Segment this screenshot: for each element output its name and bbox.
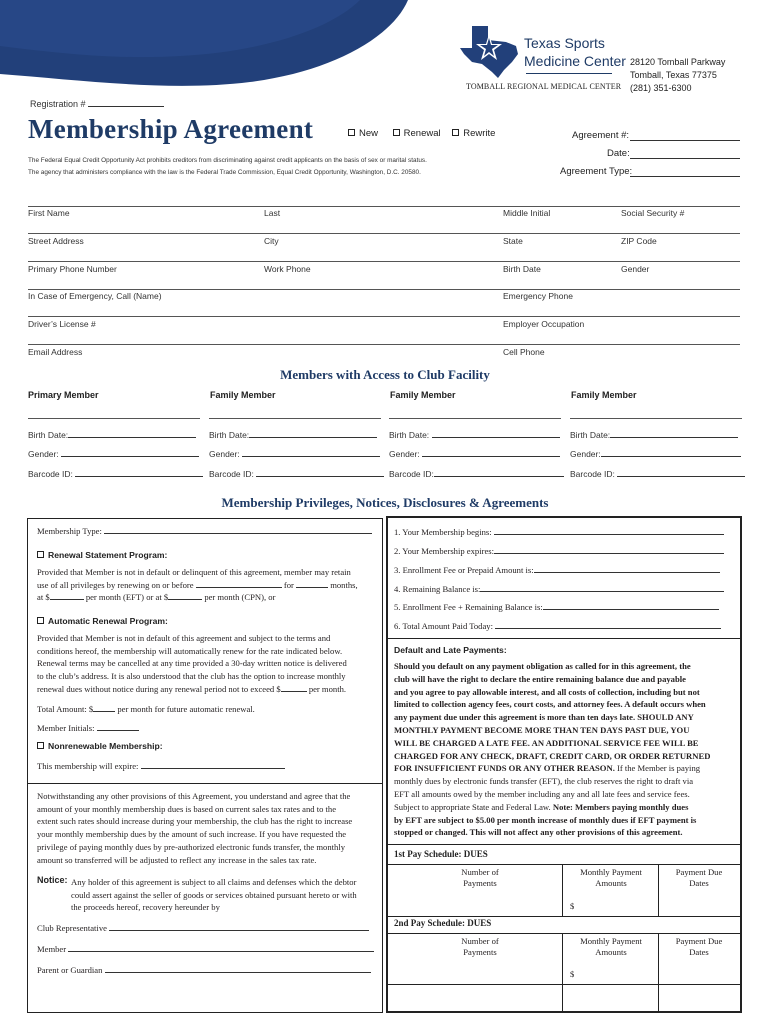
club-rep-signature[interactable] <box>37 922 369 935</box>
item-label: 6. Total Amount Paid Today: <box>394 621 493 631</box>
item-blank[interactable] <box>494 553 724 554</box>
parent-blank[interactable] <box>105 972 371 973</box>
nonrenewable-title: Nonrenewable Membership: <box>48 741 163 751</box>
date-field[interactable] <box>556 145 742 163</box>
gender-label: Gender: <box>28 449 59 459</box>
parent-signature[interactable] <box>37 964 371 977</box>
text-span: per month (CPN), or <box>204 592 276 603</box>
privileges-section-title: Membership Privileges, Notices, Disclosures & Agreements <box>221 495 549 510</box>
text-line: Payment Due <box>675 936 723 946</box>
field-rule <box>28 261 740 262</box>
zip-label: ZIP Code <box>621 236 657 246</box>
member-birth-date[interactable] <box>28 430 200 440</box>
blank[interactable] <box>256 476 384 477</box>
text-line: privilege of paying monthly dues by pre-authorized electronic funds transfer, the monthly <box>37 841 345 852</box>
barcode-label: Barcode ID: <box>389 469 434 479</box>
item-blank[interactable] <box>494 534 724 535</box>
employer-label: Employer Occupation <box>503 319 585 329</box>
drivers-license-label: Driver’s License # <box>28 319 96 329</box>
member-initials-field[interactable] <box>37 722 139 735</box>
blank[interactable] <box>68 437 196 438</box>
sched1-col-due <box>660 867 738 889</box>
agreement-number-blank[interactable] <box>630 131 740 141</box>
membership-begins-field[interactable] <box>394 526 724 539</box>
text-span: renewal dues without notice during any renewal period not to exceed $ <box>37 683 281 694</box>
text-line: MONTHLY PAYMENT BECOME MORE THAN TEN DAYS PAST DUE, YOU <box>394 724 690 735</box>
text-line: Monthly Payment <box>580 936 642 946</box>
text-line: stopped or changed. This will not affect any other provisions of this agreement. <box>394 827 683 838</box>
item-blank[interactable] <box>480 591 724 592</box>
field-rule <box>28 233 740 234</box>
gender-label: Gender: <box>570 449 601 459</box>
auto-renewal-text <box>37 632 377 696</box>
text-span: Total Amount: $ <box>37 704 94 714</box>
text-line: amount so transferred will be adjusted to reflect any increase in the sales tax rate. <box>37 854 317 865</box>
text-line: club will have the right to declare the entire remaining balance due and payable <box>394 673 686 684</box>
registration-blank[interactable] <box>88 106 164 107</box>
org-phone: (281) 351-6300 <box>630 83 692 93</box>
option-renewal[interactable] <box>393 128 441 139</box>
col-family-member-1: Family Member <box>210 390 276 400</box>
member-name-line[interactable] <box>209 418 381 419</box>
org-name-line-1: Texas Sports <box>524 35 605 51</box>
blank[interactable] <box>432 437 560 438</box>
renewal-months-blank[interactable] <box>296 587 328 588</box>
registration-label: Registration # <box>30 99 86 109</box>
cpn-amount-blank[interactable] <box>168 599 202 600</box>
text-line: Payments <box>463 878 497 888</box>
address-line-1: 28120 Tomball Parkway <box>630 57 726 67</box>
member-barcode[interactable] <box>28 469 203 479</box>
text-span: for <box>283 579 294 590</box>
emergency-phone-label: Emergency Phone <box>503 291 573 301</box>
text-line: and you agree to pay allowable interest, and all costs of collection, including but not <box>394 686 700 697</box>
blank[interactable] <box>617 476 745 477</box>
blank[interactable] <box>434 476 564 477</box>
text-line: Payment Due <box>675 867 723 877</box>
member-gender[interactable] <box>209 449 380 459</box>
logo-divider <box>526 73 612 74</box>
blank[interactable] <box>610 437 738 438</box>
city-label: City <box>264 236 279 246</box>
text-line: extent such rates should increase during your membership, the club has the right to increase <box>37 816 353 827</box>
text-line: Number of <box>461 936 499 946</box>
date-blank[interactable] <box>630 149 740 159</box>
notice-text <box>71 876 381 914</box>
left-box-divider <box>27 783 383 784</box>
option-rewrite[interactable] <box>452 128 495 139</box>
auto-renewal-checkbox[interactable] <box>37 617 44 624</box>
text-line: conditions hereof, the membership will automatically renew for the rate indicated below. <box>37 645 343 656</box>
work-phone-label: Work Phone <box>264 264 311 274</box>
birth-date-label: Birth Date: <box>389 430 430 440</box>
renewal-label: Renewal <box>403 128 441 139</box>
agreement-options <box>348 128 495 139</box>
new-label: New <box>359 128 379 139</box>
enrollment-fee-field[interactable] <box>394 564 720 577</box>
member-signature[interactable] <box>37 943 374 956</box>
birth-date-label: Birth Date: <box>570 430 611 440</box>
right-divider <box>388 638 740 639</box>
text-span: If the Member is paying <box>614 763 701 774</box>
parent-label: Parent or Guardian <box>37 965 103 975</box>
ssn-label: Social Security # <box>621 208 685 218</box>
text-line: Number of <box>461 867 499 877</box>
item-blank[interactable] <box>543 609 719 610</box>
member-birth-date[interactable] <box>209 430 381 440</box>
col-family-member-2: Family Member <box>390 390 456 400</box>
text-line: Payments <box>463 947 497 957</box>
text-span: per month. <box>308 683 347 694</box>
field-rule <box>28 289 740 290</box>
member-name-line[interactable] <box>28 418 200 419</box>
default-title: Default and Late Payments: <box>394 645 507 655</box>
barcode-label: Barcode ID: <box>28 469 73 479</box>
pay-schedule-2-title: 2nd Pay Schedule: DUES <box>394 918 492 928</box>
blank[interactable] <box>422 456 560 457</box>
email-label: Email Address <box>28 347 83 357</box>
text-span: use of all privileges by renewing on or before <box>37 579 194 590</box>
membership-expires-field[interactable] <box>394 545 724 558</box>
text-line: Dates <box>689 878 709 888</box>
schedule-col-divider <box>562 933 563 1013</box>
org-address <box>630 56 725 95</box>
org-name-line-2: Medicine Center <box>524 53 626 69</box>
text-line: limited to collection agency fees, court costs, and attorney fees. A default occurs when <box>394 699 706 710</box>
field-rule <box>28 344 740 345</box>
sched2-col-number <box>440 936 520 958</box>
text-line: Provided that Member is not in default of this agreement and subject to the terms and <box>37 633 331 643</box>
total-amount-field[interactable] <box>37 703 255 716</box>
text-line: any payment due under this agreement is more than ten days late. SHOULD ANY <box>394 712 694 723</box>
org-name <box>524 34 626 70</box>
member-gender[interactable] <box>28 449 199 459</box>
member-gender[interactable] <box>570 449 741 459</box>
street-label: Street Address <box>28 236 84 246</box>
schedule-rule <box>388 916 740 917</box>
disclaimer-line-2: The agency that administers compliance with the law is the Federal Trade Commission, Equal Credit Opportunity, Washington, D.C. 20580. <box>28 169 421 176</box>
text-line: monthly dues by electronic funds transfer (EFT), the club reserves the right to draft via <box>394 776 694 787</box>
member-barcode[interactable] <box>209 469 384 479</box>
text-span: at $ <box>37 592 50 603</box>
agreement-type-label: Agreement Type: <box>560 166 633 177</box>
member-initials-blank[interactable] <box>97 730 139 731</box>
new-checkbox[interactable] <box>348 129 355 136</box>
blank[interactable] <box>75 476 203 477</box>
schedule-col-divider <box>658 933 659 1013</box>
text-span: months, <box>330 579 358 590</box>
text-line: Amounts <box>595 878 627 888</box>
page-title: Membership Agreement <box>28 114 314 144</box>
renewal-date-blank[interactable] <box>196 587 282 588</box>
text-span: Subject to appropriate State and Federal Law. <box>394 801 553 812</box>
member-name-line[interactable] <box>570 418 742 419</box>
item-label: 3. Enrollment Fee or Prepaid Amount is: <box>394 565 534 575</box>
nonrenewable-membership[interactable] <box>37 741 163 751</box>
state-label: State <box>503 236 523 246</box>
blank[interactable] <box>242 456 380 457</box>
first-name-label: First Name <box>28 208 70 218</box>
agreement-number-field[interactable] <box>556 127 742 145</box>
text-line: the proceeds hereof, recovery hereunder by <box>71 902 220 913</box>
disclaimer-line-1: The Federal Equal Credit Opportunity Act prohibits creditors from discriminating against credit applicants on the basis of sex or marital status. <box>28 157 427 164</box>
text-line: could assert against the seller of goods or services obtained pursuant hereto or with <box>71 889 357 900</box>
total-amount-blank[interactable] <box>93 711 115 712</box>
membership-type-field[interactable] <box>37 525 372 538</box>
renewal-program-text <box>37 566 377 604</box>
registration-field[interactable] <box>30 99 164 109</box>
membership-type-blank[interactable] <box>104 533 372 534</box>
schedule-rule <box>388 984 740 985</box>
col-family-member-3: Family Member <box>571 390 637 400</box>
sched2-dollar[interactable]: $ <box>570 969 575 979</box>
agreement-type-field[interactable] <box>556 163 742 181</box>
member-birth-date[interactable] <box>389 430 561 440</box>
option-new[interactable] <box>348 128 378 139</box>
rewrite-checkbox[interactable] <box>452 129 459 136</box>
nonrenewable-checkbox[interactable] <box>37 742 44 749</box>
text-span: FOR INSUFFICIENT FUNDS OR ANY OTHER REASON. <box>394 763 615 774</box>
texas-star-logo-icon <box>458 24 522 80</box>
renewal-program[interactable] <box>37 550 167 560</box>
text-line: by EFT are subject to $5.00 per month increase of monthly dues if EFT payment is <box>394 814 697 825</box>
middle-initial-label: Middle Initial <box>503 208 551 218</box>
right-divider <box>388 844 740 845</box>
gender-label: Gender <box>621 264 650 274</box>
sched1-col-amount <box>565 867 657 889</box>
member-birth-date[interactable] <box>570 430 742 440</box>
member-label: Member <box>37 944 67 954</box>
fee-plus-balance-field[interactable] <box>394 601 719 614</box>
item-label: 2. Your Membership expires: <box>394 546 495 556</box>
credit-disclaimer <box>28 155 427 179</box>
text-span: per month (EFT) or at $ <box>85 592 169 603</box>
member-name-line[interactable] <box>389 418 561 419</box>
item-label: 5. Enrollment Fee + Remaining Balance is: <box>394 602 543 612</box>
text-line: Any holder of this agreement is subject to all claims and defenses which the debtor <box>71 877 357 887</box>
agreement-number-label: Agreement #: <box>572 130 630 141</box>
sales-tax-text <box>37 790 379 866</box>
item-blank[interactable] <box>495 628 721 629</box>
blank[interactable] <box>61 456 199 457</box>
birth-date-label: Birth Date: <box>28 430 69 440</box>
pay-schedule-1-title: 1st Pay Schedule: DUES <box>394 849 488 859</box>
renewal-program-checkbox[interactable] <box>37 551 44 558</box>
item-label: 1. Your Membership begins: <box>394 527 492 537</box>
cell-phone-label: Cell Phone <box>503 347 545 357</box>
schedule-col-divider <box>562 864 563 916</box>
sched1-dollar[interactable]: $ <box>570 901 575 911</box>
agreement-type-blank[interactable] <box>630 167 740 177</box>
field-rule <box>28 316 740 317</box>
text-line: Monthly Payment <box>580 867 642 877</box>
schedule-rule <box>388 864 740 865</box>
membership-type-label: Membership Type: <box>37 526 102 536</box>
item-label: 4. Remaining Balance is: <box>394 584 481 594</box>
birth-date-label: Birth Date: <box>209 430 250 440</box>
text-line: your monthly membership dues by the amount of such increase. If you have requested the <box>37 829 347 840</box>
last-name-label: Last <box>264 208 281 218</box>
text-line: EFT all amounts owed by the member including any and all late fees and service fees. <box>394 788 690 799</box>
text-line: WILL BE CHARGED A LATE FEE. AN ADDITIONAL SERVICE FEE WILL BE <box>394 737 699 748</box>
expire-field[interactable] <box>37 760 285 773</box>
schedule-rule <box>388 933 740 934</box>
sched2-col-due <box>660 936 738 958</box>
gender-label: Gender: <box>209 449 240 459</box>
renewal-checkbox[interactable] <box>393 129 400 136</box>
text-line: Notwithstanding any other provisions of this Agreement, you understand and agree that the <box>37 791 351 801</box>
text-line: CHARGED FOR ANY CHECK, DRAFT, CREDIT CARD, OR ORDER RETURNED <box>394 750 711 761</box>
barcode-label: Barcode ID: <box>570 469 615 479</box>
expire-blank[interactable] <box>141 768 285 769</box>
club-rep-blank[interactable] <box>109 930 369 931</box>
agreement-meta <box>556 127 742 181</box>
remaining-balance-field[interactable] <box>394 583 724 596</box>
barcode-label: Barcode ID: <box>209 469 254 479</box>
eft-amount-blank[interactable] <box>50 599 84 600</box>
expire-label: This membership will expire: <box>37 761 139 771</box>
member-barcode[interactable] <box>389 469 564 479</box>
item-blank[interactable] <box>534 572 720 573</box>
auto-renewal-title: Automatic Renewal Program: <box>48 616 168 626</box>
blank[interactable] <box>249 437 377 438</box>
member-gender[interactable] <box>389 449 560 459</box>
blank[interactable] <box>601 456 741 457</box>
text-line: Dates <box>689 947 709 957</box>
members-section-title: Members with Access to Club Facility <box>280 367 490 382</box>
text-line: amount of your monthly membership dues is based on current sales tax rates and to the <box>37 803 337 814</box>
text-line: Renewal terms may be cancelled at any time provided a 30-day written notice is delivered <box>37 658 347 669</box>
renewal-program-title: Renewal Statement Program: <box>48 550 168 560</box>
text-span: per month for future automatic renewal. <box>117 704 255 714</box>
rewrite-label: Rewrite <box>463 128 496 139</box>
max-increase-blank[interactable] <box>281 691 307 692</box>
sched2-col-amount <box>565 936 657 958</box>
schedule-col-divider <box>658 864 659 916</box>
text-line: Provided that Member is not in default or delinquent of this agreement, member may retain <box>37 567 351 577</box>
total-paid-today-field[interactable] <box>394 620 721 633</box>
birth-date-label: Birth Date <box>503 264 541 274</box>
address-line-2: Tomball, Texas 77375 <box>630 70 717 80</box>
member-initials-label: Member Initials: <box>37 723 95 733</box>
parent-org: TOMBALL REGIONAL MEDICAL CENTER <box>466 82 622 91</box>
field-rule <box>28 206 740 207</box>
primary-phone-label: Primary Phone Number <box>28 264 117 274</box>
member-barcode[interactable] <box>570 469 745 479</box>
gender-label: Gender: <box>389 449 420 459</box>
emergency-contact-label: In Case of Emergency, Call (Name) <box>28 291 162 301</box>
col-primary-member: Primary Member <box>28 390 99 400</box>
header-swoosh <box>0 0 420 100</box>
auto-renewal-program[interactable] <box>37 616 168 626</box>
default-text <box>394 660 737 839</box>
notice-label: Notice: <box>37 875 68 885</box>
text-line: Amounts <box>595 947 627 957</box>
text-line: to the club’s address. It is also understood that the club has the option to increase monthly <box>37 671 346 682</box>
text-line: Should you default on any payment obligation as called for in this agreement, the <box>394 661 691 671</box>
member-blank[interactable] <box>68 951 374 952</box>
date-label: Date: <box>607 148 630 159</box>
text-span: Note: Members paying monthly dues <box>552 801 689 812</box>
sched1-col-number <box>440 867 520 889</box>
club-rep-label: Club Representative <box>37 923 107 933</box>
